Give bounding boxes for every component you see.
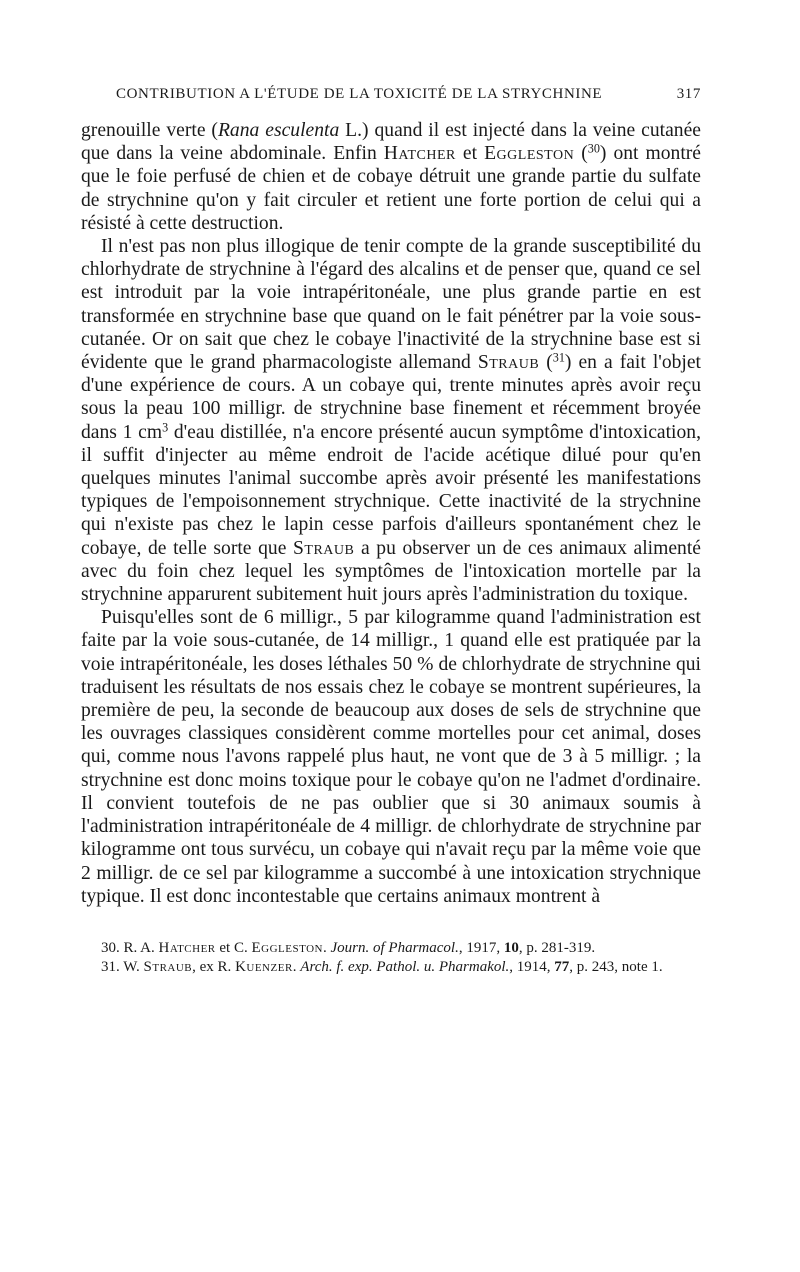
unit-exponent: 3 <box>162 419 169 434</box>
footnote-30 <box>81 939 701 958</box>
citation-ref: 31 <box>552 350 565 365</box>
running-header <box>116 86 701 103</box>
paragraph-2 <box>81 235 701 606</box>
text-run: . <box>323 939 331 956</box>
text-run: ) ont montré que le foie perfusé de chien et de cobaye détruit une grande partie du sulfate de strychnine qu'on y fait circuler et retient une forte portion de celui qui a résisté à cette destruction. <box>81 143 702 234</box>
author-name: Eggleston <box>484 143 575 165</box>
footnotes <box>81 939 701 977</box>
author-name: Straub <box>293 537 355 559</box>
text-run: , 1914, <box>509 958 555 975</box>
page <box>81 86 701 977</box>
author-name: Straub <box>477 352 540 374</box>
author-name: Eggleston <box>251 939 323 956</box>
paragraph-1 <box>81 119 701 235</box>
text-run: . <box>292 958 301 975</box>
author-name: Straub <box>143 958 193 975</box>
text-run: , p. 243, note 1. <box>569 958 663 975</box>
paragraph-3: Puisqu'elles sont de 6 milligr., 5 par kilogramme quand l'administration est faite par la voie sous-cutanée, de 14 milligr., 1 quand elle est pratiquée par la voie intrapéritonéale, les doses léthales 50 % de chlorhydrate de strychnine qui traduisent les résultats de nos essais chez le cobaye se montrent supérieures, la première de peu, la seconde de beaucoup aux doses de sels de strychnine que les ouvrages classiques considèrent comme mortelles pour cet animal, doses qui, comme nous l'avons rappelé plus haut, ne vont que de 3 à 5 milligr. ; la strychnine est donc moins toxique pour le cobaye qu'on ne l'admet d'ordinaire. Il convient toutefois de ne pas oublier que si 30 animaux soumis à l'administration intrapéritonéale de 4 milligr. de chlorhydrate de strychnine par kilogramme ont tous survécu, un cobaye qui n'avait reçu par la même voie que 2 milligr. de ce sel par kilogramme a succombé à une intoxication strychnique typique. Il est donc incontestable que certains animaux montrent à <box>81 607 701 907</box>
text-run: , ex R. <box>192 958 236 975</box>
running-title: CONTRIBUTION A L'ÉTUDE DE LA TOXICITÉ DE LA STRYCHNINE <box>116 86 603 102</box>
text-run: ) en a fait l'objet d'une expérience de cours. A un cobaye qui, trente minutes après avoir reçu sous la peau 100 milligr. de strychnine base finement et récemment broyée dans 1 cm <box>81 352 701 443</box>
journal-name: Journ. of Pharmacol. <box>330 939 459 956</box>
page-number: 317 <box>676 86 701 102</box>
text-run: et <box>455 143 485 165</box>
text-run: et C. <box>215 939 252 956</box>
footnote-31 <box>81 958 701 977</box>
text-run: , p. 281-319. <box>518 939 596 956</box>
text-run: grenouille verte ( <box>81 120 218 141</box>
body-text <box>81 119 701 908</box>
text-run: d'eau distillée, n'a encore présenté aucun symptôme d'intoxication, il suffit d'injecter au même endroit de l'acide acétique dilué pour qu'en quelques minutes l'animal succombe après avoir présenté les manifestations typiques de l'empoisonnement strychnique. Cette inactivité de la strychnine qui n'existe pas chez le lapin cesse parfois d'ailleurs spontanément chez le cobaye, de telle sorte que <box>81 421 701 559</box>
journal-name: Arch. f. exp. Pathol. u. Pharmakol. <box>300 958 510 975</box>
text-run: ( <box>574 143 588 165</box>
text-run: ( <box>539 352 553 374</box>
volume-number: 77 <box>554 958 570 975</box>
author-name: Hatcher <box>158 939 216 956</box>
text-run: , 1917, <box>458 939 504 956</box>
text-run: Il n'est pas non plus illogique de tenir compte de la grande susceptibilité du chlorhydrate de strychnine à l'égard des alcalins et de penser que, quand ce sel est introduit par la voie intrapéritonéale, une plus grande partie en est transformée en strychnine base que quand on le fait pénétrer par la voie sous-cutanée. Or on sait que chez le cobaye l'inactivité de la strychnine base est si évidente que le grand pharmacologiste allemand <box>81 236 701 374</box>
text-run: a pu observer un de ces animaux alimenté avec du foin chez lequel les symptômes de l'intoxication mortelle par la strychnine apparurent subitement huit jours après l'administration du toxique. <box>81 537 701 606</box>
volume-number: 10 <box>503 939 519 956</box>
species-name: Rana esculenta <box>217 120 340 141</box>
author-name: Hatcher <box>383 143 456 165</box>
author-name: Kuenzer <box>235 958 293 975</box>
footnote-number: 31. W. <box>101 958 144 975</box>
footnote-number: 30. R. A. <box>101 939 159 956</box>
citation-ref: 30 <box>587 141 600 156</box>
text-run: L.) quand il est injecté dans la veine cutanée que dans la veine abdominale. Enfin <box>81 120 701 165</box>
